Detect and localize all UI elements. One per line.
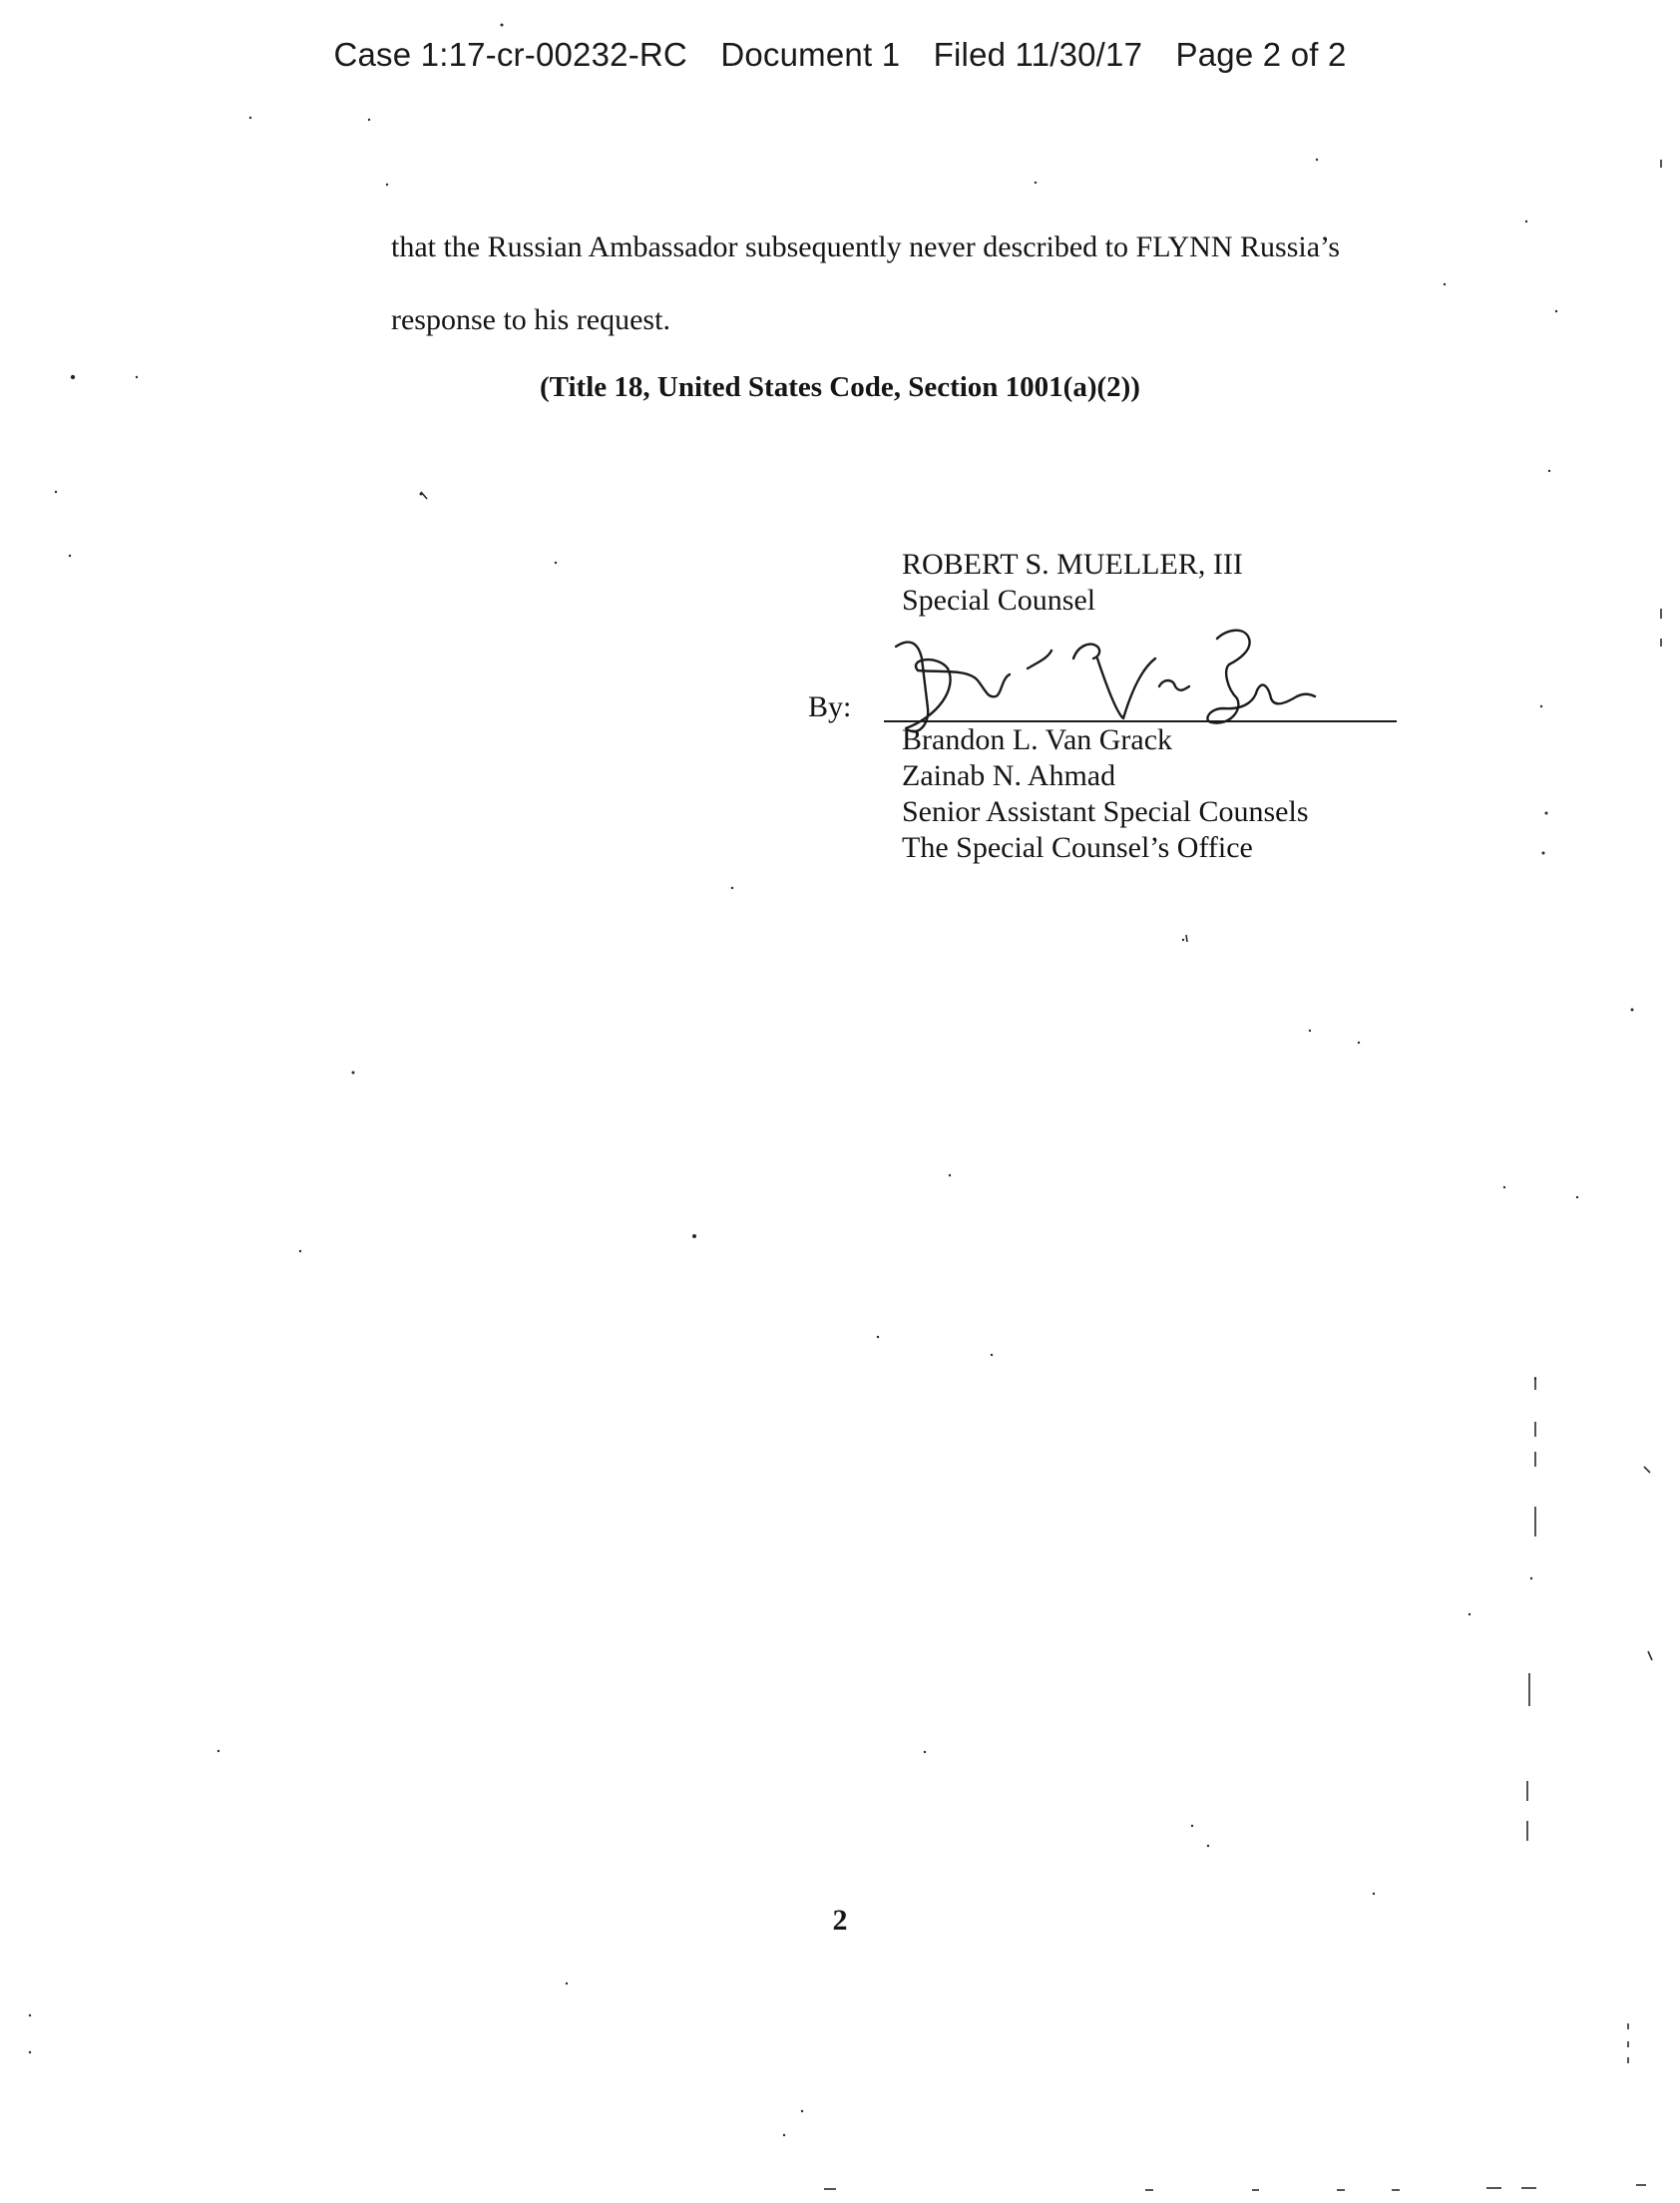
statute-citation: (Title 18, United States Code, Section 1001(a)(2)) [540,371,1140,403]
signer-name: Zainab N. Ahmad [902,759,1116,792]
signer-name: Brandon L. Van Grack [902,723,1173,756]
body-text-line: that the Russian Ambassador subsequently never described to FLYNN Russia’s [391,230,1341,263]
signer-office-title: Special Counsel [902,584,1096,617]
signer-office: The Special Counsel’s Office [902,831,1253,864]
by-label: By: [808,690,852,723]
case-number: Case 1:17-cr-00232-RC [333,36,687,73]
signers-list [902,722,1309,866]
filed-date: Filed 11/30/17 [933,36,1143,73]
signer-office-name: ROBERT S. MUELLER, III [902,548,1243,581]
signer-title: Senior Assistant Special Counsels [902,795,1309,828]
body-text-line: response to his request. [391,303,670,336]
filing-header [0,36,1680,74]
page-number: 2 [832,1904,848,1937]
page-count: Page 2 of 2 [1175,36,1347,73]
document-number: Document 1 [720,36,901,73]
